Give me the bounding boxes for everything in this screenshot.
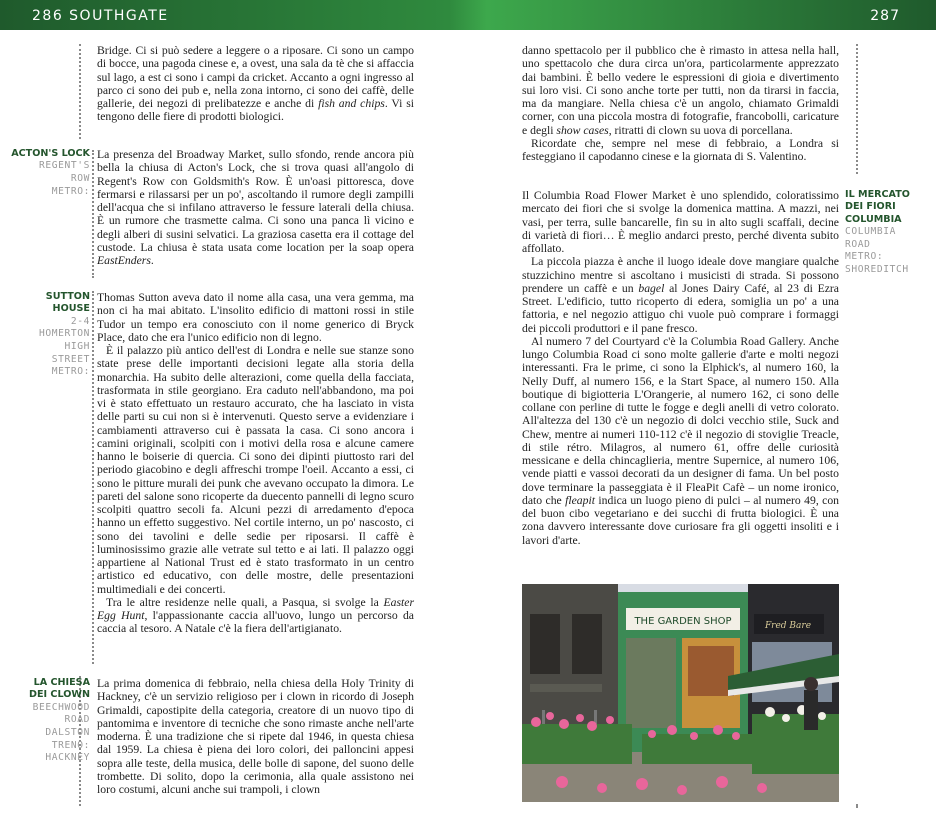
flower-market-photo-illustration [522,584,839,802]
fred-bare-sign: Fred Bare [764,621,812,631]
page-header [0,0,936,30]
columbia-market-title: IL MERCATO [845,189,910,200]
clown-church-sidebar [10,677,90,765]
address-line: HOMERTON [38,328,90,340]
acton-lock-title: ACTON'S LOCK [11,148,90,159]
columbia-market-sidebar [845,189,933,277]
address-line: 2-4 [70,315,90,327]
address-line: ROAD [845,238,871,250]
left-page-running-head: 286 SOUTHGATE [32,8,169,24]
address-line: TRENO: [51,739,90,751]
right-page-number: 287 [870,8,900,24]
margin-rule [79,44,81,139]
sutton-house-text: Thomas Sutton aveva dato il nome alla casa, una vera gemma, ma non ci ha mai abitato. L'insolito edificio di mattoni rossi in stile Tudor un tempo era conosciuto con il nome generico di Bryck Place, dato che era l'unico edificio non di legno. È il palazzo più antico dell'est di Londra e nelle sue stanze sono state prese delle importanti decisioni legate alla storia della monarchia. Ha subito delle alterazioni, come quella della facciata, trasformata in stile georgiano. Era caduto nell'abbandono, ma poi vi è stato effettuato un restauro accurato, che ha lasciato in vista delle parti su cui non si è intervenuti. Questo serve a evidenziare i cambiamenti attraverso cui è passata la casa. Ci sono ancora i camini originali, scolpiti con i motivi della rosa e alcune camere hanno le boiserie di quercia. Ci sono dei dipinti piuttosto rari del periodo giacobino e degli affreschi trompe l'oeil. Accanto a essi, ci sono le pitture murali dei punk che avevano occupato la dimora. Le pareti del salone sono ricoperte da duecento pannelli di legno scuro scolpiti quattro secoli fa. Alcuni pezzi di arredamento d'epoca hanno un effetto suggestivo. Nel cortile interno, un po' nascosto, ci sono dei tavolini e delle sedie per riposarsi. Il caffè è luminosissimo grazie alle vetrate sul tetto e ai lati. Il palazzo oggi appartiene al National Trust ed è stato trasformato in un centro artistico ed educativo, con delle mostre, delle presentazioni multimediali e dei concerti. Tra le altre residenze nelle quali, a Pasqua, si svolge la Easter Egg Hunt, l'appassionante caccia all'uovo, lungo un percorso da caccia al tesoro. A Natale c'è la fiera dell'artigianato. [97,291,414,636]
address-line: ROW [70,173,90,184]
sutton-paragraph: Thomas Sutton aveva dato il nome alla casa, una vera gemma, ma non ci ha mai abitato. L'insolito edificio di mattoni rossi in stile Tudor un tempo era conosciuto con il nome generico di Bryck Place, dato che era l'unico edificio non di legno. [97,291,414,344]
address-line: REGENT'S [38,160,90,172]
address-line: HACKNEY [45,752,90,764]
address-line: SHOREDITCH [845,264,909,275]
address-line: BEECHWOOD [32,701,90,713]
address-line: HIGH [64,341,90,352]
address-line: ROAD [64,714,90,726]
address-line: METRO: [845,251,884,263]
flower-market-photo [522,584,839,802]
garden-shop-sign: THE GARDEN SHOP [634,616,732,627]
clown-continuation-text: danno spettacolo per il pubblico che è rimasto in attesa nella hall, uno spettacolo che dura circa un'ora, particolarmente apprezzato dai bambini. È bello vedere le espressioni di gioia e divertimento sui loro visi. Ci sono anche torte per tutti, non da tirarsi in faccia, ma da mangiare. Nella chiesa c'è un angolo, chiamato Grimaldi corner, con una piccola mostra di fotografie, francobolli, caricature e degli show cases, ritratti di clown su uova di porcellana. Ricordate che, sempre nel mese di febbraio, a Londra si festeggiano il capodanno cinese e la giornata di S. Valentino. [522,44,839,163]
address-line: COLUMBIA [845,226,897,238]
acton-lock-text: La presenza del Broadway Market, sullo sfondo, rende ancora più bella la chiusa di Acton's Lock, che si trova quasi all'angolo di Regent's Row con Goldsmith's Row. È un'oasi pittoresca, dove fermarsi e rilassarsi per un po', ascoltando il rumore degli zampilli dell'acqua che si infilano attraverso le fessure laterali della chiusa. È un rumore che trasmette calma. Ci sono una panca lì vicino e degli alberi di susini selvatici. La graziosa casetta era il cottage del custode. La chiusa è stata usata come location per la soap opera EastEnders. [97,148,414,267]
address-line: METRO: [51,185,90,197]
address-line: STREET [51,353,90,365]
address-line: DALSTON [45,727,90,738]
sutton-paragraph: È il palazzo più antico dell'est di Londra e nelle sue stanze sono state prese delle importanti decisioni legate alla storia della monarchia. Ha subito delle alterazioni, come quella della facciata, trasformata in stile georgiano. Era caduto nell'abbandono, ma poi vi è stato effettuato un restauro accurato, che ha lasciato in vista delle parti su cui non si è intervenuti. Questo serve a evidenziare i cambiamenti attraverso cui è passata la casa. Ci sono ancora i camini originali, scolpiti con i motivi della rosa e alcune camere hanno le boiserie di quercia. Ci sono dei dipinti piuttosto rari del periodo giacobino e degli affreschi trompe l'oeil. Accanto a essi, ci sono le pitture murali dei punk che avevano occupato la dimora. Le pareti del salone sono ricoperte da duecento pannelli di legno scuro scolpiti quattro secoli fa. Alcuni pezzi di arredamento d'epoca hanno un effetto suggestivo. Nel cortile interno, un po' nascosto, ci sono dei tavolini e delle sedie per riposarsi. Il caffè è luminosissimo grazie alle vetrate sul tetto e ai lati. Il palazzo oggi appartiene al National Trust ed è stato trasformato in un centro artistico ed educativo, con delle mostre, delle presentazioni multimediali e dei concerti. [97,344,414,596]
sutton-house-title: SUTTON HOUSE [45,291,90,315]
clown-church-title: LA CHIESA [33,677,90,688]
acton-lock-sidebar [10,148,90,198]
margin-rule [92,291,94,664]
margin-rule [856,804,858,808]
sutton-house-sidebar [10,291,90,379]
margin-rule [92,150,94,278]
columbia-market-title: DEI FIORI [845,201,896,213]
margin-rule [856,44,858,174]
intro-paragraph: Bridge. Ci si può sedere a leggere o a riposare. Ci sono un campo di bocce, una pagoda cinese e, a ovest, una sala da tè che si affaccia sul lago, a est ci sono i campi da cricket. Accanto a ogni ingresso al parco ci sono dei pub e, nella zona intorno, ci sono dei caffè, delle gallerie, dei negozi di prelibatezze e anche di fish and chips. Vi si tengono delle fiere di prodotti biologici. [97,44,414,124]
clown-church-title: DEI CLOWN [28,689,90,701]
columbia-market-text: Il Columbia Road Flower Market è uno splendido, coloratissimo mercato dei fiori che si svolge la domenica mattina. A mazzi, nei vasi, per terra, sulle bancarelle, fin su in alto sugli scaffali, decine di varietà di fiori… È meglio andarci presto, perché diventa subito affollato. La piccola piazza è anche il luogo ideale dove mangiare qualche stuzzichino mentre si ascoltano i musicisti di strada. Si possono prendere un caffè e un bagel al Jones Dairy Café, al 23 di Ezra Street. L'edificio, tutto ricoperto di edera, somiglia un po' a una fattoria, e nel negozio attiguo chi vuole può comprare i formaggi dei piccoli produttori e il pane fresco. Al numero 7 del Courtyard c'è la Columbia Road Gallery. Anche lungo Columbia Road ci sono molte gallerie d'arte e molti negozi interessanti. Fra le prime, ci sono la Elphick's, al numero 160, la Nelly Duff, al numero 156, e la Start Space, al numero 150. Alla boutique di bigiotteria L'Orangerie, al numero 162, ci sono delle collane con perline di tutte le fogge e degli anelli di vetro colorato. All'altezza del 130 c'è un negozio di dolci vecchio stile, Suck and Chew, mentre ai numeri 110-112 c'è il negozio di stoviglie Treacle, di stile rétro. Milagros, al numero 61, offre delle curiosità messicane e della chincaglieria, mentre Supernice, al numero 106, vende piatti e vassoi decorati da un designer di fama. Un bel posto dove terminare la passeggiata è il FleaPit Cafè – un nome ironico, dato che fleapit indica un luogo pieno di pulci – al numero 49, con del buon cibo vegetariano e dei succhi di frutta biologici. È una zona davvero interessante dove curiosare fra gli oggetti insoliti e i lavori d'arte. [522,189,840,547]
address-line: METRO: [51,366,90,378]
columbia-market-title: COLUMBIA [845,213,902,225]
clown-church-text: La prima domenica di febbraio, nella chiesa della Holy Trinity di Hackney, c'è un servizio religioso per i clown in ricordo di Joseph Grimaldi, capostipite della categoria, creatore di un nuovo tipo di pantomima e inventore di tecniche che sono rimaste anche nell'arte moderna. È una tradizione che si ripete dal 1946, in questa chiesa dal 1959. La chiesa è piena dei loro colori, dei palloncini appesi sopra alle teste, della musica, delle bolle di sapone, del suono delle trombette. Di solito, dopo la cerimonia, alla quale assistono nei loro costumi, alcuni anche sui trampoli, i clown [97,677,414,796]
